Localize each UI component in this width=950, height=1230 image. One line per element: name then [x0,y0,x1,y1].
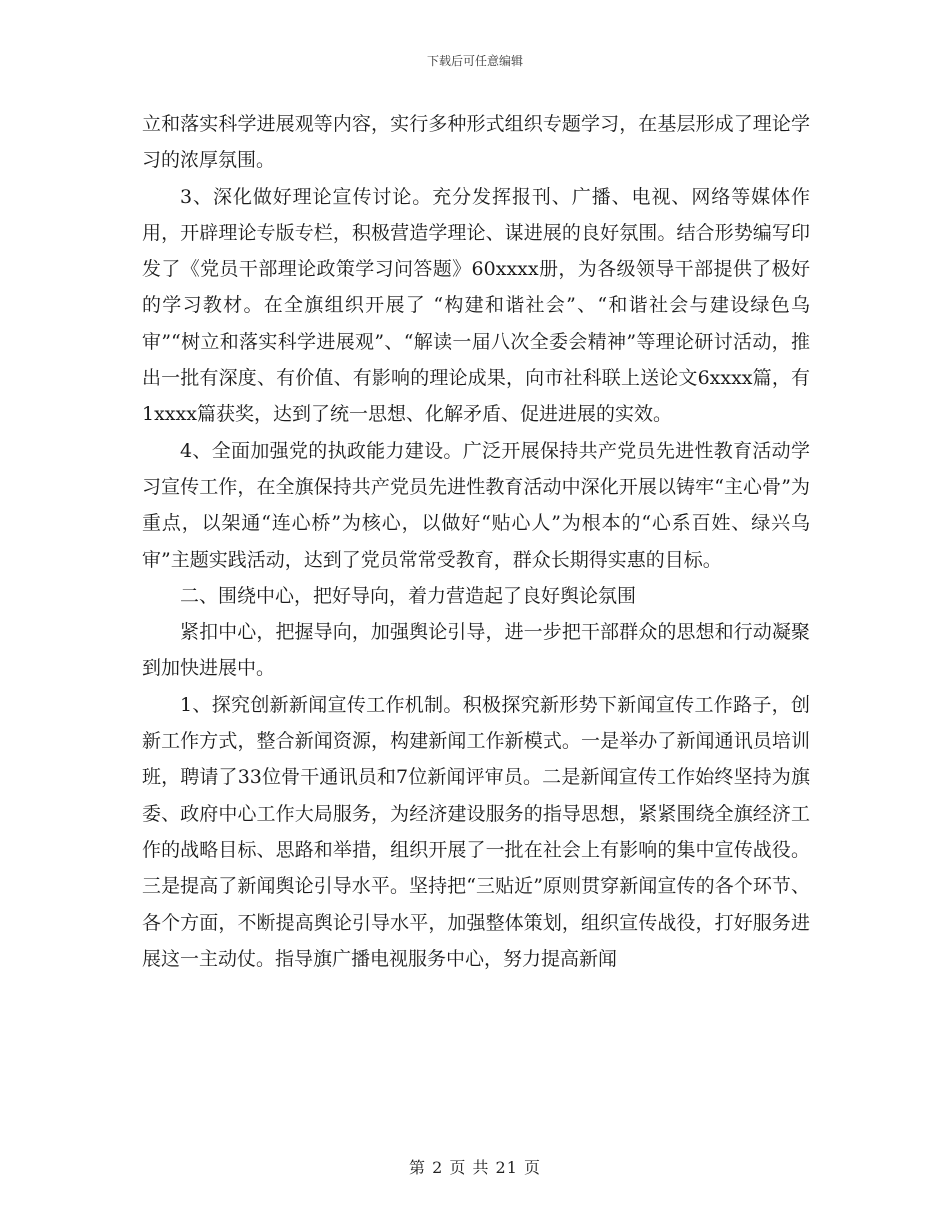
paragraph: 3、深化做好理论宣传讨论。充分发挥报刊、广播、电视、网络等媒体作用，开辟理论专版专栏，积极营造学理论、谋进展的良好氛围。结合形势编写印发了《党员干部理论政策学习问答题》60xxxx册，为各级领导干部提供了极好的学习教材。在全旗组织开展了 “构建和谐社会”、“和谐社会与建设绿色乌审”“树立和落实科学进展观”、“解读一届八次全委会精神”等理论研讨活动，推出一批有深度、有价值、有影响的理论成果，向市社科联上送论文6xxxx篇，有1xxxx篇获奖，达到了统一思想、化解矛盾、促进进展的实效。 [142,185,810,426]
page-footer: 第 2 页 共 21 页 [409,1158,541,1177]
paragraph: 1、探究创新新闻宣传工作机制。积极探究新形势下新闻宣传工作路子，创新工作方式，整合新闻资源，构建新闻工作新模式。一是举办了新闻通讯员培训班，聘请了33位骨干通讯员和7位新闻评审员。二是新闻宣传工作始终坚持为旗委、政府中心工作大局服务，为经济建设服务的指导思想，紧紧围绕全旗经济工作的战略目标、思路和举措，组织开展了一批在社会上有影响的集中宣传战役。三是提高了新闻舆论引导水平。坚持把“三贴近”原则贯穿新闻宣传的各个环节、各个方面，不断提高舆论引导水平，加强整体策划，组织宣传战役，打好服务进展这一主动仗。指导旗广播电视服务中心，努力提高新闻 [142,693,810,970]
paragraph: 紧扣中心，把握导向，加强舆论引导，进一步把干部群众的思想和行动凝聚到加快进展中。 [142,621,810,680]
section-heading: 二、围绕中心，把好导向，着力营造起了良好舆论氛围 [180,584,637,607]
paragraph: 立和落实科学进展观等内容，实行多种形式组织专题学习，在基层形成了理论学习的浓厚氛围。 [142,113,810,172]
document-body [142,106,810,977]
paragraph: 4、全面加强党的执政能力建设。广泛开展保持共产党员先进性教育活动学习宣传工作，在全旗保持共产党员先进性教育活动中深化开展以铸牢“主心骨”为重点，以架通“连心桥”为核心，以做好“贴心人”为根本的“心系百姓、绿兴乌审”主题实践活动，达到了党员常常受教育，群众长期得实惠的目标。 [142,439,810,571]
page-header: 下载后可任意编辑 [426,54,523,68]
